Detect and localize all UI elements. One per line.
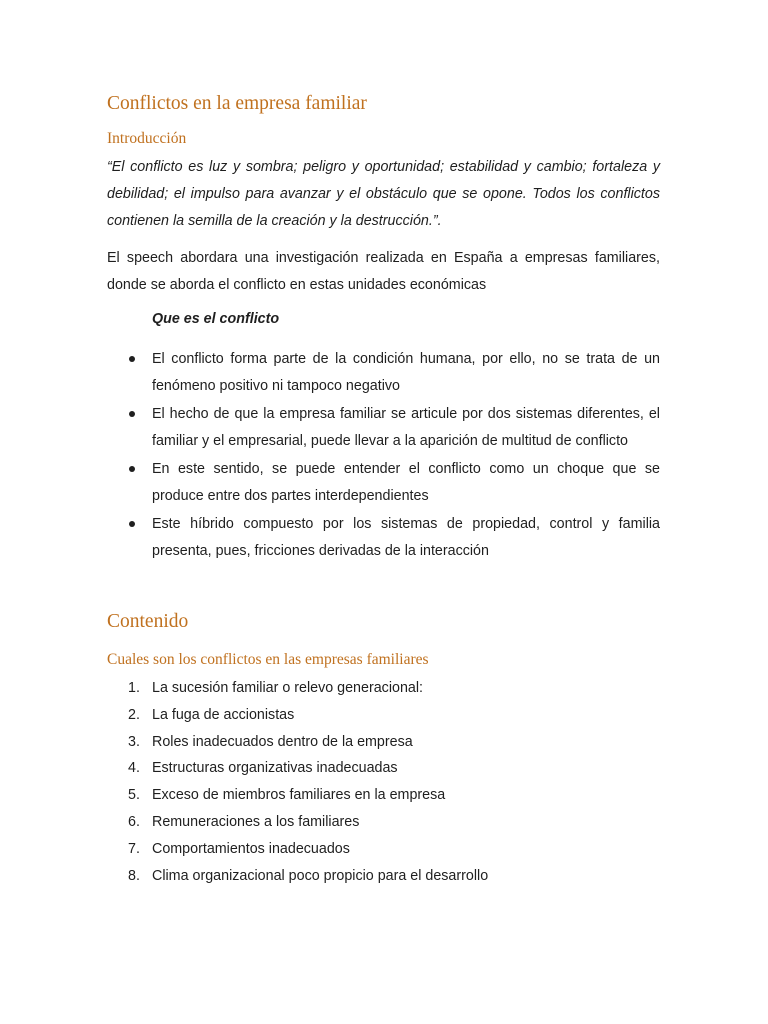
numbered-item xyxy=(107,836,660,863)
numbered-list xyxy=(107,675,660,889)
item-text: Estructuras organizativas inadecuadas xyxy=(152,760,398,777)
item-text: La fuga de accionistas xyxy=(152,706,295,723)
item-text: Roles inadecuados dentro de la empresa xyxy=(152,733,413,750)
item-number: 6. xyxy=(128,813,140,830)
bullet-text: En este sentido, se puede entender el conflicto como un choque que se produce entre dos partes interdependientes xyxy=(152,461,660,504)
numbered-item xyxy=(107,782,660,809)
section-subheading: Que es el conflicto xyxy=(152,311,280,327)
bullet-icon xyxy=(129,466,135,472)
bullet-icon xyxy=(129,356,135,362)
item-text: Remuneraciones a los familiares xyxy=(152,813,360,830)
numbered-item xyxy=(107,809,660,836)
numbered-item xyxy=(107,863,660,890)
item-text: Exceso de miembros familiares en la empresa xyxy=(152,787,446,804)
cuales-heading: Cuales son los conflictos en las empresas familiares xyxy=(107,651,429,668)
item-number: 1. xyxy=(128,680,140,696)
item-number: 2. xyxy=(128,706,140,723)
intro-quote: “El conflicto es luz y sombra; peligro y oportunidad; estabilidad y cambio; fortaleza y debilidad; el impulso para avanzar y el obstáculo que se opone. Todos los conflictos contienen la semilla de la creación y la destrucción.”. xyxy=(107,159,660,229)
item-number: 8. xyxy=(128,867,140,884)
intro-heading: Introducción xyxy=(107,130,187,147)
numbered-item xyxy=(107,755,660,782)
item-text: Clima organizacional poco propicio para el desarrollo xyxy=(152,867,489,884)
bullet-item xyxy=(107,456,660,510)
item-text: Comportamientos inadecuados xyxy=(152,840,350,857)
bullet-icon xyxy=(129,521,135,527)
numbered-item xyxy=(107,675,660,702)
bullet-item xyxy=(107,511,660,565)
bullet-item xyxy=(107,346,660,400)
item-text: La sucesión familiar o relevo generacional: xyxy=(152,680,423,696)
numbered-item xyxy=(107,702,660,729)
item-number: 3. xyxy=(128,733,140,750)
contenido-heading: Contenido xyxy=(107,611,189,632)
bullet-text: El hecho de que la empresa familiar se articule por dos sistemas diferentes, el familiar y el empresarial, puede llevar a la aparición de multitud de conflicto xyxy=(152,406,660,449)
item-number: 4. xyxy=(128,760,140,777)
bullet-item xyxy=(107,401,660,455)
bullet-icon xyxy=(129,411,135,417)
numbered-item xyxy=(107,729,660,756)
bullet-list xyxy=(107,346,660,566)
document-title: Conflictos en la empresa familiar xyxy=(107,93,367,114)
speech-paragraph: El speech abordara una investigación realizada en España a empresas familiares, donde se aborda el conflicto en estas unidades económicas xyxy=(107,250,660,293)
bullet-text: El conflicto forma parte de la condición humana, por ello, no se trata de un fenómeno positivo ni tampoco negativo xyxy=(152,351,660,394)
bullet-text: Este híbrido compuesto por los sistemas de propiedad, control y familia presenta, pues, fricciones derivadas de la interacción xyxy=(152,516,660,559)
item-number: 7. xyxy=(128,840,140,857)
item-number: 5. xyxy=(128,787,140,804)
